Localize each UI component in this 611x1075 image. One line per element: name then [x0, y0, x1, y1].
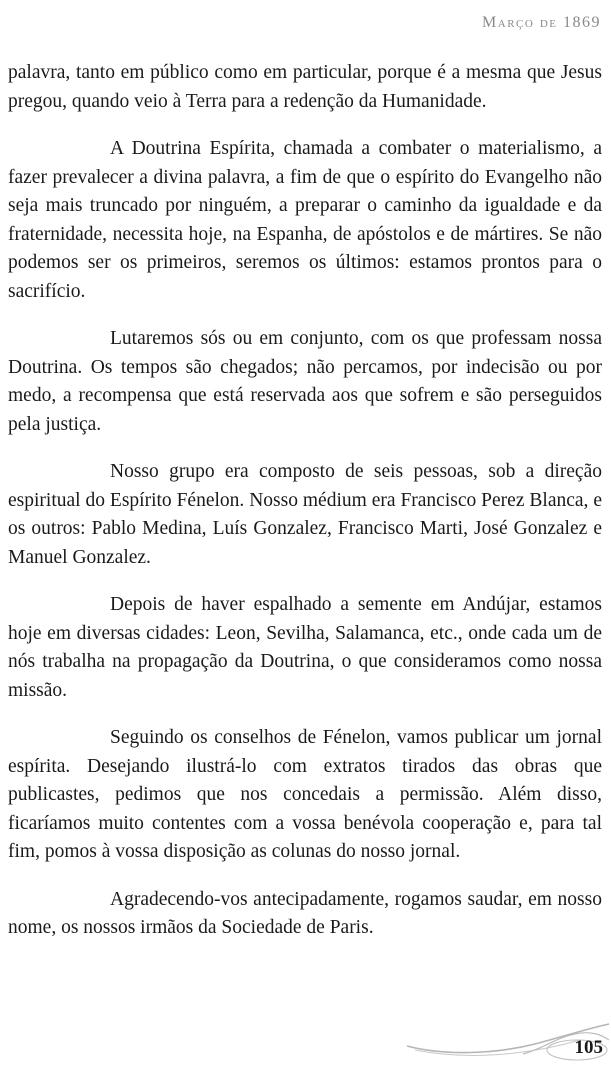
- paragraph: Lutaremos sós ou em conjunto, com os que professam nossa Doutrina. Os tempos são chegados; não percamos, por indecisão ou por medo, a recompensa que está reservada aos que sofrem e são perseguidos pela justiça.: [8, 328, 602, 435]
- page-body: [8, 59, 602, 962]
- running-head: Março de 1869: [482, 14, 601, 31]
- paragraph: A Doutrina Espírita, chamada a combater o materialismo, a fazer prevalecer a divina palavra, a fim de que o espírito do Evangelho não seja mais truncado por ninguém, a preparar o caminho da igualdade e da fraternidade, necessita hoje, na Espanha, de apóstolos e de mártires. Se não podemos ser os primeiros, seremos os últimos: estamos prontos para o sacrifício.: [8, 138, 602, 302]
- paragraph: Depois de haver espalhado a semente em Andújar, estamos hoje em diversas cidades: Leon, Sevilha, Salamanca, etc., onde cada um de nós trabalha na propagação da Doutrina, o que consideramos como nossa missão.: [8, 594, 602, 701]
- page-number: 105: [574, 1037, 603, 1058]
- paragraph: Nosso grupo era composto de seis pessoas, sob a direção espiritual do Espírito Fénelon. Nosso médium era Francisco Perez Blanca, e os outros: Pablo Medina, Luís Gonzalez, Francisco Marti, José Gonzalez e Manuel Gonzalez.: [8, 461, 602, 568]
- paragraph: Seguindo os conselhos de Fénelon, vamos publicar um jornal espírita. Desejando ilustrá-lo com extratos tirados das obras que publicastes, pedimos que nos concedais a permissão. Além disso, ficaríamos muito contentes com a vossa benévola cooperação e, para tal fim, pomos à vossa disposição as colunas do nosso jornal.: [8, 727, 602, 862]
- paragraph-continuation: palavra, tanto em público como em particular, porque é a mesma que Jesus pregou, quando veio à Terra para a redenção da Humanidade.: [8, 62, 602, 112]
- paragraph: Agradecendo-vos antecipadamente, rogamos saudar, em nosso nome, os nossos irmãos da Sociedade de Paris.: [8, 888, 602, 938]
